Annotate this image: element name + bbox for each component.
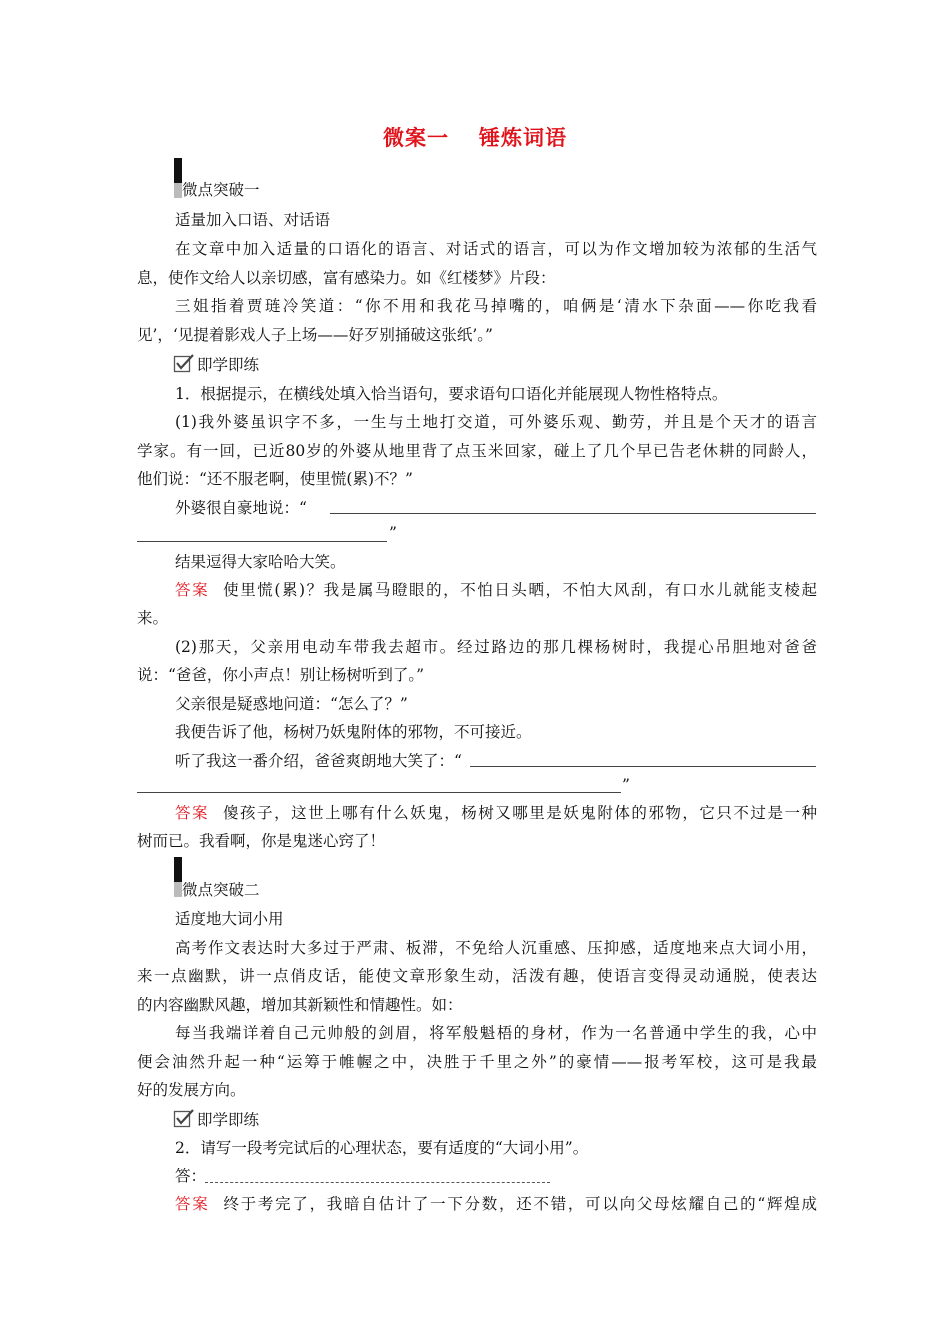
answer-line bbox=[175, 580, 817, 600]
answer-label: 答案 bbox=[175, 1195, 210, 1213]
section-marker-bar bbox=[174, 158, 182, 198]
question-line: 学家。有一回，已近80岁的外婆从地里背了点玉米回家，碰上了几个早已告老休耕的同龄人， bbox=[137, 442, 817, 460]
checkbox-check-icon bbox=[173, 1108, 195, 1128]
answer-blank-line bbox=[137, 792, 621, 793]
example-line: 见’，‘见提着影戏人子上场——好歹别捅破这张纸’。” bbox=[137, 326, 493, 344]
answer-text: 终于考完了，我暗自估计了一下分数，还不错，可以向父母炫耀自己的“辉煌成 bbox=[223, 1195, 817, 1213]
question-prompt: 听了我这一番介绍，爸爸爽朗地大笑了：“ bbox=[175, 752, 462, 770]
example-line: 三姐指着贾琏冷笑道：“你不用和我花马掉嘴的，咱俩是‘清水下杂面——你吃我看 bbox=[175, 297, 817, 315]
paragraph-line: 来一点幽默，讲一点俏皮话，能使文章形象生动，活泼有趣，使语言变得灵动通脱，使表达 bbox=[137, 967, 817, 985]
paragraph-line: 高考作文表达时大多过于严肃、板滞，不免给人沉重感、压抑感，适度地来点大词小用， bbox=[175, 939, 817, 957]
paragraph-line: 在文章中加入适量的口语化的语言、对话式的语言，可以为作文增加较为浓郁的生活气 bbox=[175, 240, 817, 258]
answer-text: 使里慌(累)？我是属马瞪眼的，不怕日头晒，不怕大风刮，有口水儿就能支棱起 bbox=[223, 581, 817, 599]
answer-dotted-line bbox=[205, 1182, 550, 1183]
question-text: 2．请写一段考完试后的心理状态，要有适度的“大词小用”。 bbox=[175, 1139, 589, 1157]
question-line: 说：“爸爸，你小声点！别让杨树听到了。” bbox=[137, 666, 425, 684]
answer-label: 答案 bbox=[175, 804, 210, 822]
answer-blank-line bbox=[470, 766, 816, 767]
question-text: 1．根据提示，在横线处填入恰当语句，要求语句口语化并能展现人物性格特点。 bbox=[175, 385, 728, 403]
practice-label: 即学即练 bbox=[197, 1111, 260, 1129]
example-line: 每当我端详着自己元帅般的剑眉，将军般魁梧的身材，作为一名普通中学生的我，心中 bbox=[175, 1024, 817, 1042]
question-line: (1)我外婆虽识字不多，一生与土地打交道，可外婆乐观、勤劳，并且是个天才的语言 bbox=[175, 413, 817, 431]
section-marker-bar bbox=[174, 857, 182, 897]
section-label: 微点突破二 bbox=[182, 881, 260, 899]
section-heading: 适量加入口语、对话语 bbox=[175, 211, 331, 229]
question-prompt: 外婆很自豪地说：“ bbox=[175, 499, 307, 517]
question-line: (2)那天，父亲用电动车带我去超市。经过路边的那几棵杨树时，我提心吊胆地对爸爸 bbox=[175, 638, 817, 656]
paragraph-line: 息，使作文给人以亲切感，富有感染力。如《红楼梦》片段： bbox=[137, 269, 556, 287]
example-line: 好的发展方向。 bbox=[137, 1081, 246, 1099]
answer-prefix: 答： bbox=[175, 1167, 207, 1185]
paragraph-line: 的内容幽默风趣，增加其新颖性和情趣性。如： bbox=[137, 996, 463, 1014]
title-part-2: 锤炼词语 bbox=[479, 126, 567, 150]
answer-blank-line bbox=[330, 513, 816, 514]
section-heading: 适度地大词小用 bbox=[175, 910, 284, 928]
question-line: 他们说：“还不服老啊，使里慌(累)不？” bbox=[137, 470, 413, 488]
section-label: 微点突破一 bbox=[182, 181, 260, 199]
answer-line bbox=[175, 803, 817, 823]
answer-line: 来。 bbox=[137, 609, 169, 627]
checkbox-check-icon bbox=[173, 353, 195, 373]
closing-quote: ” bbox=[622, 776, 630, 794]
question-line: 我便告诉了他，杨树乃妖鬼附体的邪物，不可接近。 bbox=[175, 723, 532, 741]
question-line: 父亲很是疑惑地问道：“怎么了？” bbox=[175, 695, 408, 713]
example-line: 便会油然升起一种“运筹于帷幄之中，决胜于千里之外”的豪情——报考军校，这可是我最 bbox=[137, 1053, 817, 1071]
title-part-1: 微案一 bbox=[383, 126, 449, 150]
page-title bbox=[0, 122, 950, 152]
answer-label: 答案 bbox=[175, 581, 210, 599]
closing-quote: ” bbox=[389, 524, 397, 542]
answer-blank-line bbox=[137, 541, 387, 542]
question-line: 结果逗得大家哈哈大笑。 bbox=[175, 553, 346, 571]
answer-line bbox=[175, 1194, 817, 1214]
answer-text: 傻孩子，这世上哪有什么妖鬼，杨树又哪里是妖鬼附体的邪物，它只不过是一种 bbox=[223, 804, 817, 822]
practice-label: 即学即练 bbox=[197, 356, 260, 374]
answer-line: 树而已。我看啊，你是鬼迷心窍了！ bbox=[137, 832, 386, 850]
